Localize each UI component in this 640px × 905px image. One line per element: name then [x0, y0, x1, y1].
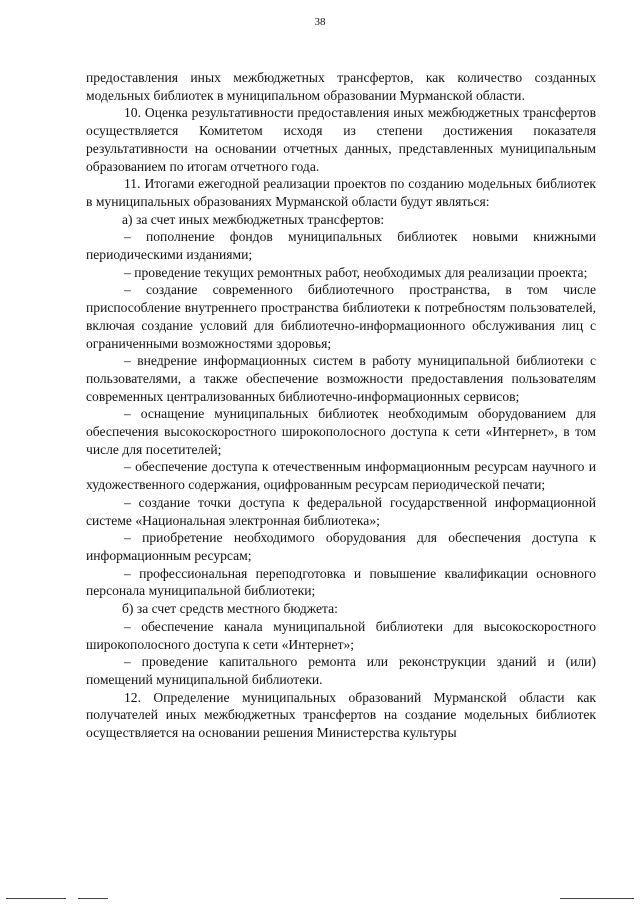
- list-item-repair-works: – проведение текущих ремонтных работ, необходимых для реализации проекта;: [124, 264, 588, 280]
- footer-rule-left: [6, 898, 66, 899]
- footer-rule-short: [78, 898, 108, 899]
- list-item-equipment-purchase: – приобретение необходимого оборудования для обеспечения доступа к информационным ресурсам;: [86, 530, 596, 563]
- list-item-staff-training: – профессиональная переподготовка и повышение квалификации основного персонала муниципальной библиотеки;: [86, 565, 596, 599]
- footer-rule-right: [560, 898, 634, 899]
- subheading-a-transfers: а) за счет иных межбюджетных трансфертов:: [122, 211, 385, 227]
- paragraph-10-assessment: 10. Оценка результативности предоставления иных межбюджетных трансфертов осуществляется Комитетом исходя из степени достижения показателя результативности на основании отчетных данных, представленных муниципальным образованием по итогам отчетного года.: [86, 105, 596, 174]
- paragraph-transfers-continuation: предоставления иных межбюджетных трансфертов, как количество созданных модельных библиотек в муниципальном образовании Мурманской области.: [86, 70, 596, 103]
- subheading-b-local-budget: б) за счет средств местного бюджета:: [122, 601, 338, 617]
- list-item-replenish-funds: – пополнение фондов муниципальных библиотек новыми книжными периодическими изданиями;: [86, 229, 596, 263]
- list-item-internet-channel: – обеспечение канала муниципальной библиотеки для высокоскоростного широкополосного доступа к сети «Интернет»;: [86, 618, 596, 652]
- list-item-information-resources: – обеспечение доступа к отечественным информационным ресурсам научного и художественного содержания, оцифрованным ресурсам периодической печати;: [86, 459, 596, 493]
- paragraph-12-determination: 12. Определение муниципальных образований Мурманской области как получателей иных межбюджетных трансфертов на создание модельных библиотек осуществляется на основании решения Министерства культуры: [86, 689, 596, 741]
- list-item-neb-access-point: – создание точки доступа к федеральной государственной информационной системе «Национальная электронная библиотека»;: [86, 494, 596, 528]
- list-item-equipment-internet: – оснащение муниципальных библиотек необходимым оборудованием для обеспечения высокоскоростного широкополосного доступа к сети «Интернет», в том числе для посетителей;: [86, 406, 596, 457]
- page-number: 38: [314, 16, 326, 28]
- document-body: [86, 69, 596, 742]
- paragraph-11-results: 11. Итогами ежегодной реализации проектов по созданию модельных библиотек в муниципальных образованиях Мурманской области будут являться:: [86, 176, 596, 209]
- list-item-information-systems: – внедрение информационных систем в работу муниципальной библиотеки с пользователями, а также обеспечение возможности предоставления пользователям современных централизованных библиотечно-информационных сервисов;: [86, 353, 596, 404]
- list-item-library-space: – создание современного библиотечного пространства, в том числе приспособление внутреннего пространства библиотеки к потребностям пользователей, включая создание условий для библиотечно-информационного обслуживания лиц с ограниченными возможностями здоровья;: [86, 282, 596, 351]
- list-item-capital-repair: – проведение капитального ремонта или реконструкции зданий и (или) помещений муниципальной библиотеки.: [86, 654, 596, 687]
